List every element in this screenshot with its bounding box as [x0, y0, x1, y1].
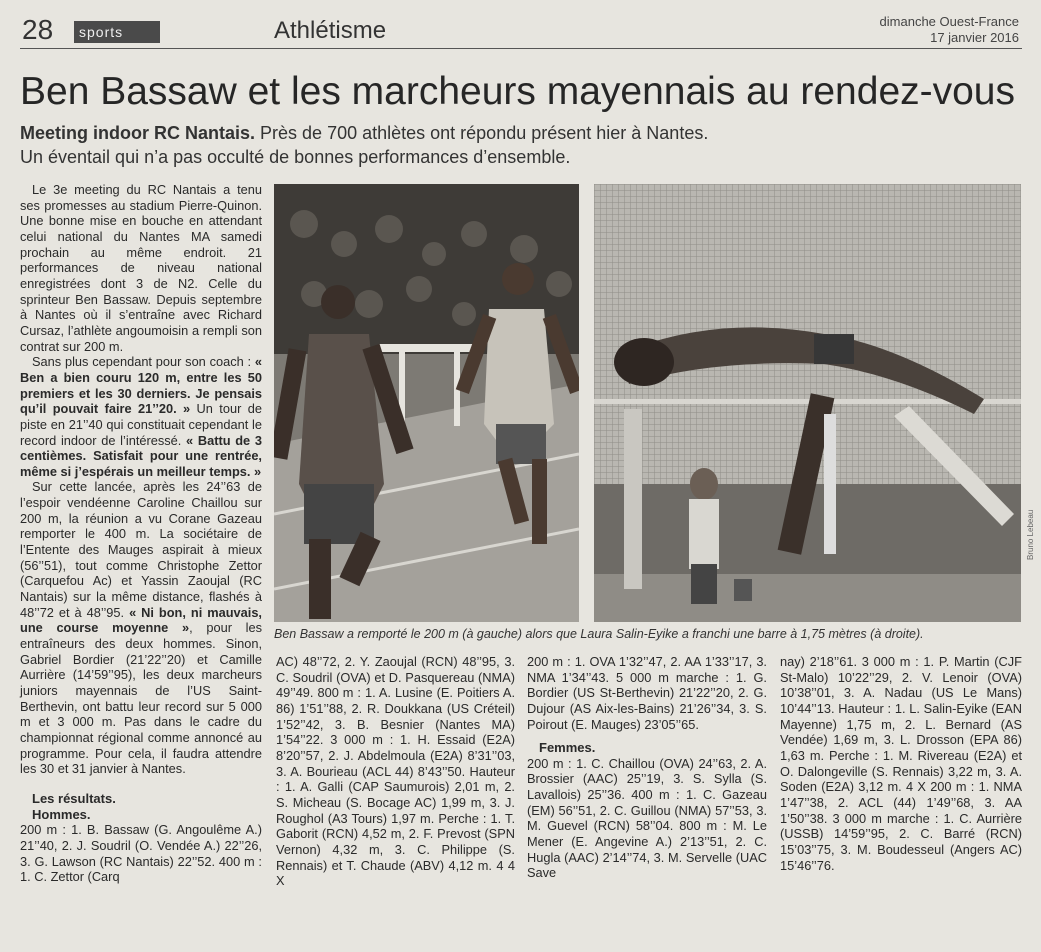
photo-high-jump: [594, 184, 1021, 622]
publication-info: [880, 14, 1019, 46]
men-heading: Hommes.: [32, 806, 91, 822]
quote-coach: « Ben a bien couru 120 m, entre les 50 premiers et les 30 derniers. Je pensais qu’il pouvait faire 21’’20. »: [20, 354, 262, 417]
text-column-1: [20, 182, 262, 884]
standfirst-line-2: Un éventail qui n’a pas occulté de bonnes performances d’ensemble.: [20, 147, 571, 167]
text-column-4: [780, 654, 1022, 890]
women-results: 200 m : 1. C. Chaillou (OVA) 24’’63, 2. A. Brossier (AAC) 25’’19, 3. S. Sylla (S. Lavallois) 25’’36. 400 m : 1. C. Gazeau (EM) 56’’51, 2. C. Guillou (NMA) 57’’53, 3. M. Guevel (RCN) 58’’04. 800 m : M. Le Mener (E. Angevine A.) 2’13’’51, 2. C. Hugla (AAC) 2’14’’74, 3. M. Servelle (UAC Save: [527, 755, 767, 881]
photo-high-jump-image: [594, 184, 1021, 622]
article-standfirst: [20, 121, 1020, 169]
standfirst-lead: Meeting indoor RC Nantais.: [20, 123, 256, 143]
women-results-continued: nay) 2’18’’61. 3 000 m : 1. P. Martin (CJF St-Malo) 10’22’’29, 2. V. Lenoir (OVA) 10’38’’01, 3. A. Nadau (US Le Mans) 10’44’’13. Hauteur : 1. L. Salin-Eyike (EAN Mayenne) 1,75 m, 2. L. Bernard (AS Vendée) 1,69 m, 3. L. Drosson (EPA 86) 1,63 m. Perche : 1. M. Rivereau (E2A) et O. Dalongeville (S. Rennais) 3,22 m, 3. A. Soden (E2A) 3,12 m. 4 X 200 m : 1. NMA 1’47’’38, 2. ACL (44) 1’49’’68, 3. AA 1’50’’38. 3 000 m marche : 1. C. Aurrière (USSB) 14’59’’95, 2. C. Barré (RCN) 15’03’’75, 3. M. Boudesseul (Angers AC) 15’46’’76.: [780, 654, 1022, 873]
text-column-2: [276, 654, 515, 952]
publication-name: dimanche Ouest-France: [879, 14, 1019, 29]
publication-date: 17 janvier 2016: [930, 30, 1019, 45]
rubric-title: Athlétisme: [274, 17, 387, 44]
women-heading: Femmes.: [539, 740, 596, 755]
section-label: sports: [74, 21, 160, 43]
quote-coaches: « Ni bon, ni mauvais, une course moyenne »: [20, 604, 262, 636]
paragraph-intro: Le 3e meeting du RC Nantais a tenu ses promesses au stadium Pierre-Quinon. Une bonne mise en bouche en attendant celui national du Nantes MA samedi prochain au même endroit. 21 performances de niveau national enregistrées dont 3 de N2. Celle du sprinteur Ben Bassaw. Depuis septembre à Nantes où il s’entraîne avec Richard Cursaz, l’athlète angoumoisin a rempli son contrat sur 200 m.: [20, 182, 262, 354]
photo-credit: Bruno Lebeau: [1026, 509, 1035, 560]
paragraph-coach: Sans plus cependant pour son coach : « Ben a bien couru 120 m, entre les 50 premiers et les 30 derniers. Je pensais qu’il pouvait faire 21’’20. » Un tour de piste en 21’’40 qui constituait cependant le record indoor de l’intéressé. « Battu de 3 centièmes. Satisfait pour une rentrée, même si j’espérais un meilleur temps. »: [20, 354, 262, 479]
article-headline: Ben Bassaw et les marcheurs mayennais au rendez-vous: [20, 70, 1015, 113]
page-number: 28: [22, 14, 54, 45]
photo-sprinter: [274, 184, 579, 622]
men-results-walk: 200 m : 1. OVA 1’32’’47, 2. AA 1’33’’17, 3. NMA 1’34’’43. 5 000 m marche : 1. G. Bordier (US St-Berthevin) 21’22’’20, 2. G. Dujour (AS Aix-les-Bains) 21’26’’34, 3. S. Poirout (E. Mauges) 23’05’’65.: [527, 654, 767, 732]
standfirst-line-1: Près de 700 athlètes ont répondu présent hier à Nantes.: [260, 123, 709, 143]
results-heading: Les résultats.: [32, 790, 116, 806]
photo-sprinter-image: [274, 184, 579, 622]
text-column-3: [527, 654, 767, 882]
men-results-start: 200 m : 1. B. Bassaw (G. Angoulême A.) 21’’40, 2. J. Soudril (O. Vendée A.) 22’’26, 3. G. Lawson (RC Nantais) 22’’52. 400 m : 1. C. Zettor (Carq: [20, 822, 262, 885]
photo-caption: Ben Bassaw a remporté le 200 m (à gauche) alors que Laura Salin-Eyike a franchi une barre à 1,75 mètres (à droite).: [274, 627, 924, 641]
header-rule: [20, 48, 1022, 49]
quote-athlete: « Battu de 3 centièmes. Satisfait pour une rentrée, même si j’espérais un meilleur temps. »: [20, 432, 262, 479]
paragraph-results-summary: Sur cette lancée, après les 24’’63 de l’espoir vendéenne Caroline Chaillou sur 200 m, la réunion a vu Corane Gazeau remporter le 400 m. La sociétaire de l’Entente des Mauges aspirait à mieux (56’’51), tout comme Christophe Zettor (Carquefou Ac) et Yassin Zaoujal (RC Nantais) sur la même distance, flashés à 48’’72 et à 48’’95. « Ni bon, ni mauvais, une course moyenne », pour les entraîneurs des deux hommes. Sinon, Gabriel Bordier (21’22’’20) et Camille Aurrière (14’59’’95), les deux marcheurs juniors mayennais de l’US Saint-Berthevin, ont battu leur record sur 5 000 m et 3 000 m. Pas dans le cadre du championnat régional comme annoncé au programme. Pour cela, il faudra attendre les 30 et 31 janvier à Nantes.: [20, 479, 262, 777]
men-results-continued: AC) 48’’72, 2. Y. Zaoujal (RCN) 48’’95, 3. C. Soudril (OVA) et D. Pasquereau (NMA) 49’’49. 800 m : 1. A. Lusine (E. Poitiers A. 86) 1’51’’88, 2. R. Doukkana (US Créteil) 1’52’’42, 3. B. Besnier (Nantes MA) 1’54’’22. 3 000 m : 1. H. Essaid (E2A) 8’20’’57, 2. J. Abdelmoula (E2A) 8’31’’03, 3. A. Bourieau (ACL 44) 8’43’’50. Hauteur : 1. A. Galli (CAP Saumurois) 2,01 m, 2. S. Micheau (S. Bocage AC) 1,99 m, 3. J. Roughol (A3 Tours) 1,97 m. Perche : 1. T. Gaborit (RCN) 4,52 m, 2. F. Prevost (SPN Vernon) 4,32 m, 3. C. Philippe (S. Rennais) et T. Chaude (ABV) 4,12 m. 4 4 X: [276, 654, 515, 889]
